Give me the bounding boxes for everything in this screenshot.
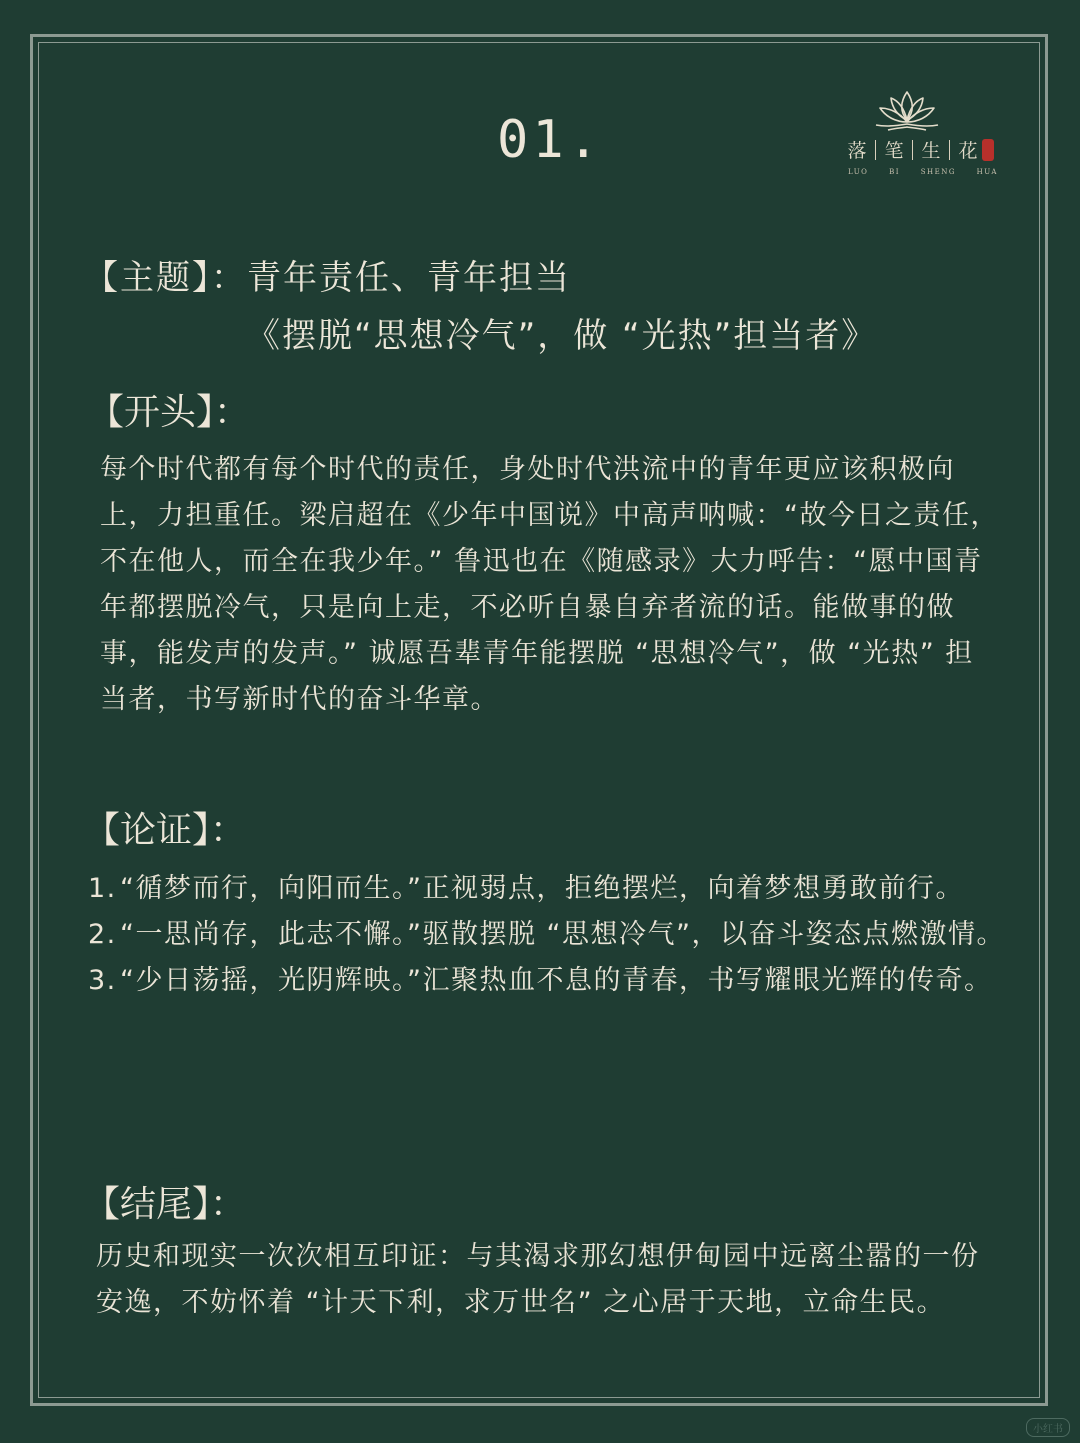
logo-pinyin-bi: BI [889,168,901,176]
watermark: 小红书 [1026,1418,1070,1437]
ending-heading: 【结尾】： [84,1184,247,1225]
logo-char-luo: 落 [847,140,867,162]
logo-char-sheng: 生 [921,140,941,162]
argument-text: “少日荡摇，光阴辉映。”汇聚热血不息的青春，书写耀眼光辉的传奇。 [120,965,993,996]
argument-text: “循梦而行，向阳而生。”正视弱点，拒绝摆烂，向着梦想勇敢前行。 [120,873,964,904]
theme-line: 【主题】：青年责任、青年担当 [84,258,571,298]
logo-pinyin-sheng: SHENG [920,168,956,176]
argument-number: 2. [88,919,117,950]
page-number: 01. [497,110,603,170]
brand-logo [836,88,996,183]
argument-list [88,866,1008,1004]
argument-item [88,912,1008,958]
logo-seal-stamp [982,139,994,161]
argument-heading: 【论证】： [84,810,247,851]
argument-text: “一思尚存，此志不懈。”驱散摆脱 “思想冷气”，以奋斗姿态点燃激情。 [120,919,1006,950]
ending-paragraph: 历史和现实一次次相互印证：与其渴求那幻想伊甸园中远离尘嚣的一份安逸，不妨怀着 “计天下利，求万世名” 之心居于天地，立命生民。 [96,1241,980,1318]
logo-divider [912,140,913,160]
logo-char-bi: 笔 [884,140,904,162]
logo-divider [875,140,876,160]
logo-divider [949,140,950,160]
logo-pinyin-hua: HUA [976,168,998,176]
logo-pinyin [848,168,998,176]
argument-item [88,958,1008,1004]
logo-char-hua: 花 [958,140,978,162]
argument-number: 3. [88,965,117,996]
essay-title: 《摆脱“思想冷气”，做 “光热”担当者》 [246,316,878,356]
argument-number: 1. [88,873,117,904]
opening-heading: 【开头】： [88,392,251,433]
lotus-icon [874,88,940,132]
logo-pinyin-luo: LUO [848,168,869,176]
opening-paragraph: 每个时代都有每个时代的责任，身处时代洪流中的青年更应该积极向上，力担重任。梁启超在《少年中国说》中高声呐喊：“故今日之责任，不在他人，而全在我少年。” 鲁迅也在《随感录》大力呼告：“愿中国青年都摆脱冷气，只是向上走，不必听自暴自弃者流的话。能做事的做事，能发声的发声。” 诚愿吾辈青年能摆脱 “思想冷气”，做 “光热” 担当者，书写新时代的奋斗华章。 [100,454,999,715]
logo-characters [846,136,996,163]
argument-item [88,866,1008,912]
